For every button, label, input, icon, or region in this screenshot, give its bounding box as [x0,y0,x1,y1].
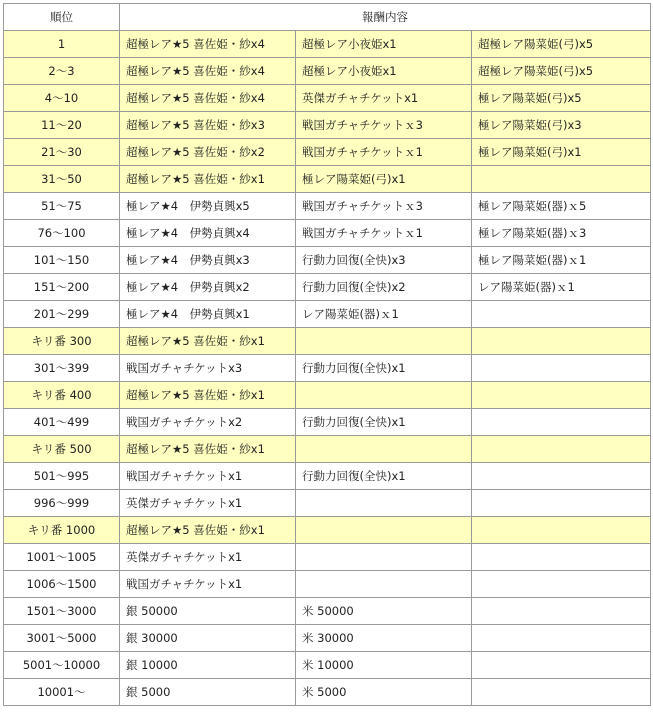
reward-cell-3: 極レア陽菜姫(弓)x1 [472,139,651,166]
table-row [4,625,651,652]
reward-cell-1: 超極レア★5 喜佐姫・紗x4 [120,85,296,112]
reward-cell-2: 極レア陽菜姫(弓)x1 [296,166,472,193]
table-row [4,166,651,193]
reward-cell-3 [472,490,651,517]
reward-cell-1: 銀 50000 [120,598,296,625]
reward-cell-1: 極レア★4 伊勢貞興x5 [120,193,296,220]
reward-cell-2 [296,436,472,463]
rank-cell: 3001～5000 [4,625,120,652]
reward-cell-2: 英傑ガチャチケットx1 [296,85,472,112]
table-row [4,274,651,301]
table-row [4,301,651,328]
reward-cell-2: 行動力回復(全快)x1 [296,463,472,490]
rank-cell: 401～499 [4,409,120,436]
reward-cell-2: 行動力回復(全快)x3 [296,247,472,274]
reward-cell-1: 英傑ガチャチケットx1 [120,490,296,517]
reward-cell-2: 行動力回復(全快)x1 [296,409,472,436]
table-row [4,463,651,490]
table-row [4,85,651,112]
reward-cell-1: 超極レア★5 喜佐姫・紗x1 [120,382,296,409]
reward-cell-1: 超極レア★5 喜佐姫・紗x1 [120,328,296,355]
rank-cell: 201～299 [4,301,120,328]
rank-cell: 996～999 [4,490,120,517]
reward-cell-3: 極レア陽菜姫(器)ｘ3 [472,220,651,247]
rank-cell: 101～150 [4,247,120,274]
reward-cell-2 [296,328,472,355]
reward-cell-1: 超極レア★5 喜佐姫・紗x2 [120,139,296,166]
table-row [4,355,651,382]
reward-cell-1: 銀 10000 [120,652,296,679]
reward-cell-3 [472,625,651,652]
rank-cell: キリ番 400 [4,382,120,409]
table-row [4,409,651,436]
reward-cell-2: 超極レア小夜姫x1 [296,58,472,85]
rank-cell: キリ番 500 [4,436,120,463]
rank-cell: 501～995 [4,463,120,490]
table-row [4,247,651,274]
reward-cell-3 [472,679,651,706]
reward-cell-1: 超極レア★5 喜佐姫・紗x3 [120,112,296,139]
reward-table-container [3,3,650,706]
table-row [4,436,651,463]
rank-cell: キリ番 300 [4,328,120,355]
table-row [4,193,651,220]
reward-cell-2: 戦国ガチャチケットｘ3 [296,112,472,139]
reward-cell-2: 行動力回復(全快)x2 [296,274,472,301]
table-row [4,112,651,139]
rank-cell: 10001～ [4,679,120,706]
reward-cell-1: 超極レア★5 喜佐姫・紗x4 [120,31,296,58]
reward-cell-3 [472,436,651,463]
table-row [4,220,651,247]
reward-cell-1: 超極レア★5 喜佐姫・紗x4 [120,58,296,85]
table-row [4,598,651,625]
reward-cell-3: レア陽菜姫(器)ｘ1 [472,274,651,301]
table-row [4,544,651,571]
reward-cell-3 [472,598,651,625]
reward-cell-2: 米 10000 [296,652,472,679]
reward-cell-1: 戦国ガチャチケットx1 [120,463,296,490]
reward-cell-1: 戦国ガチャチケットx1 [120,571,296,598]
rank-cell: 1001～1005 [4,544,120,571]
reward-cell-3 [472,382,651,409]
reward-cell-2: 米 50000 [296,598,472,625]
reward-cell-1: 戦国ガチャチケットx3 [120,355,296,382]
reward-cell-2: 戦国ガチャチケットｘ1 [296,220,472,247]
reward-column-header: 報酬内容 [120,4,651,31]
rank-cell: 4～10 [4,85,120,112]
reward-cell-3 [472,463,651,490]
rank-cell: 11～20 [4,112,120,139]
table-row [4,490,651,517]
reward-cell-1: 超極レア★5 喜佐姫・紗x1 [120,166,296,193]
table-row [4,31,651,58]
reward-cell-3: 極レア陽菜姫(器)ｘ5 [472,193,651,220]
reward-cell-1: 極レア★4 伊勢貞興x3 [120,247,296,274]
table-row [4,58,651,85]
reward-cell-1: 英傑ガチャチケットx1 [120,544,296,571]
table-header-row [4,4,651,31]
reward-cell-3 [472,355,651,382]
table-row [4,652,651,679]
rank-cell: 2～3 [4,58,120,85]
rank-cell: 31～50 [4,166,120,193]
reward-cell-3: 極レア陽菜姫(器)ｘ1 [472,247,651,274]
reward-cell-1: 超極レア★5 喜佐姫・紗x1 [120,436,296,463]
table-row [4,679,651,706]
rank-cell: 21～30 [4,139,120,166]
ranking-reward-table [3,3,651,706]
reward-cell-2 [296,382,472,409]
rank-cell: 1501～3000 [4,598,120,625]
reward-cell-2: 超極レア小夜姫x1 [296,31,472,58]
table-row [4,382,651,409]
reward-cell-3: 超極レア陽菜姫(弓)x5 [472,31,651,58]
reward-cell-3 [472,328,651,355]
reward-cell-3: 超極レア陽菜姫(弓)x5 [472,58,651,85]
rank-cell: 151～200 [4,274,120,301]
reward-cell-2 [296,517,472,544]
table-row [4,517,651,544]
reward-cell-3: 極レア陽菜姫(弓)x3 [472,112,651,139]
reward-cell-3 [472,571,651,598]
rank-cell: 1006～1500 [4,571,120,598]
reward-cell-1: 銀 5000 [120,679,296,706]
reward-cell-2: 戦国ガチャチケットｘ1 [296,139,472,166]
rank-cell: キリ番 1000 [4,517,120,544]
rank-cell: 1 [4,31,120,58]
reward-cell-3 [472,166,651,193]
reward-cell-1: 極レア★4 伊勢貞興x4 [120,220,296,247]
reward-cell-3 [472,517,651,544]
rank-cell: 76～100 [4,220,120,247]
reward-cell-2: レア陽菜姫(器)ｘ1 [296,301,472,328]
reward-cell-2 [296,571,472,598]
rank-cell: 5001～10000 [4,652,120,679]
reward-cell-3 [472,409,651,436]
table-row [4,139,651,166]
rank-column-header: 順位 [4,4,120,31]
reward-cell-1: 戦国ガチャチケットx2 [120,409,296,436]
rank-cell: 301～399 [4,355,120,382]
reward-cell-3: 極レア陽菜姫(弓)x5 [472,85,651,112]
reward-cell-1: 超極レア★5 喜佐姫・紗x1 [120,517,296,544]
reward-cell-2: 行動力回復(全快)x1 [296,355,472,382]
reward-cell-3 [472,301,651,328]
rank-cell: 51～75 [4,193,120,220]
reward-cell-1: 極レア★4 伊勢貞興x2 [120,274,296,301]
reward-cell-2: 米 30000 [296,625,472,652]
table-row [4,571,651,598]
reward-cell-3 [472,544,651,571]
reward-cell-2 [296,490,472,517]
reward-cell-1: 極レア★4 伊勢貞興x1 [120,301,296,328]
reward-cell-3 [472,652,651,679]
reward-cell-2: 米 5000 [296,679,472,706]
reward-cell-2: 戦国ガチャチケットｘ3 [296,193,472,220]
table-row [4,328,651,355]
reward-cell-2 [296,544,472,571]
reward-cell-1: 銀 30000 [120,625,296,652]
